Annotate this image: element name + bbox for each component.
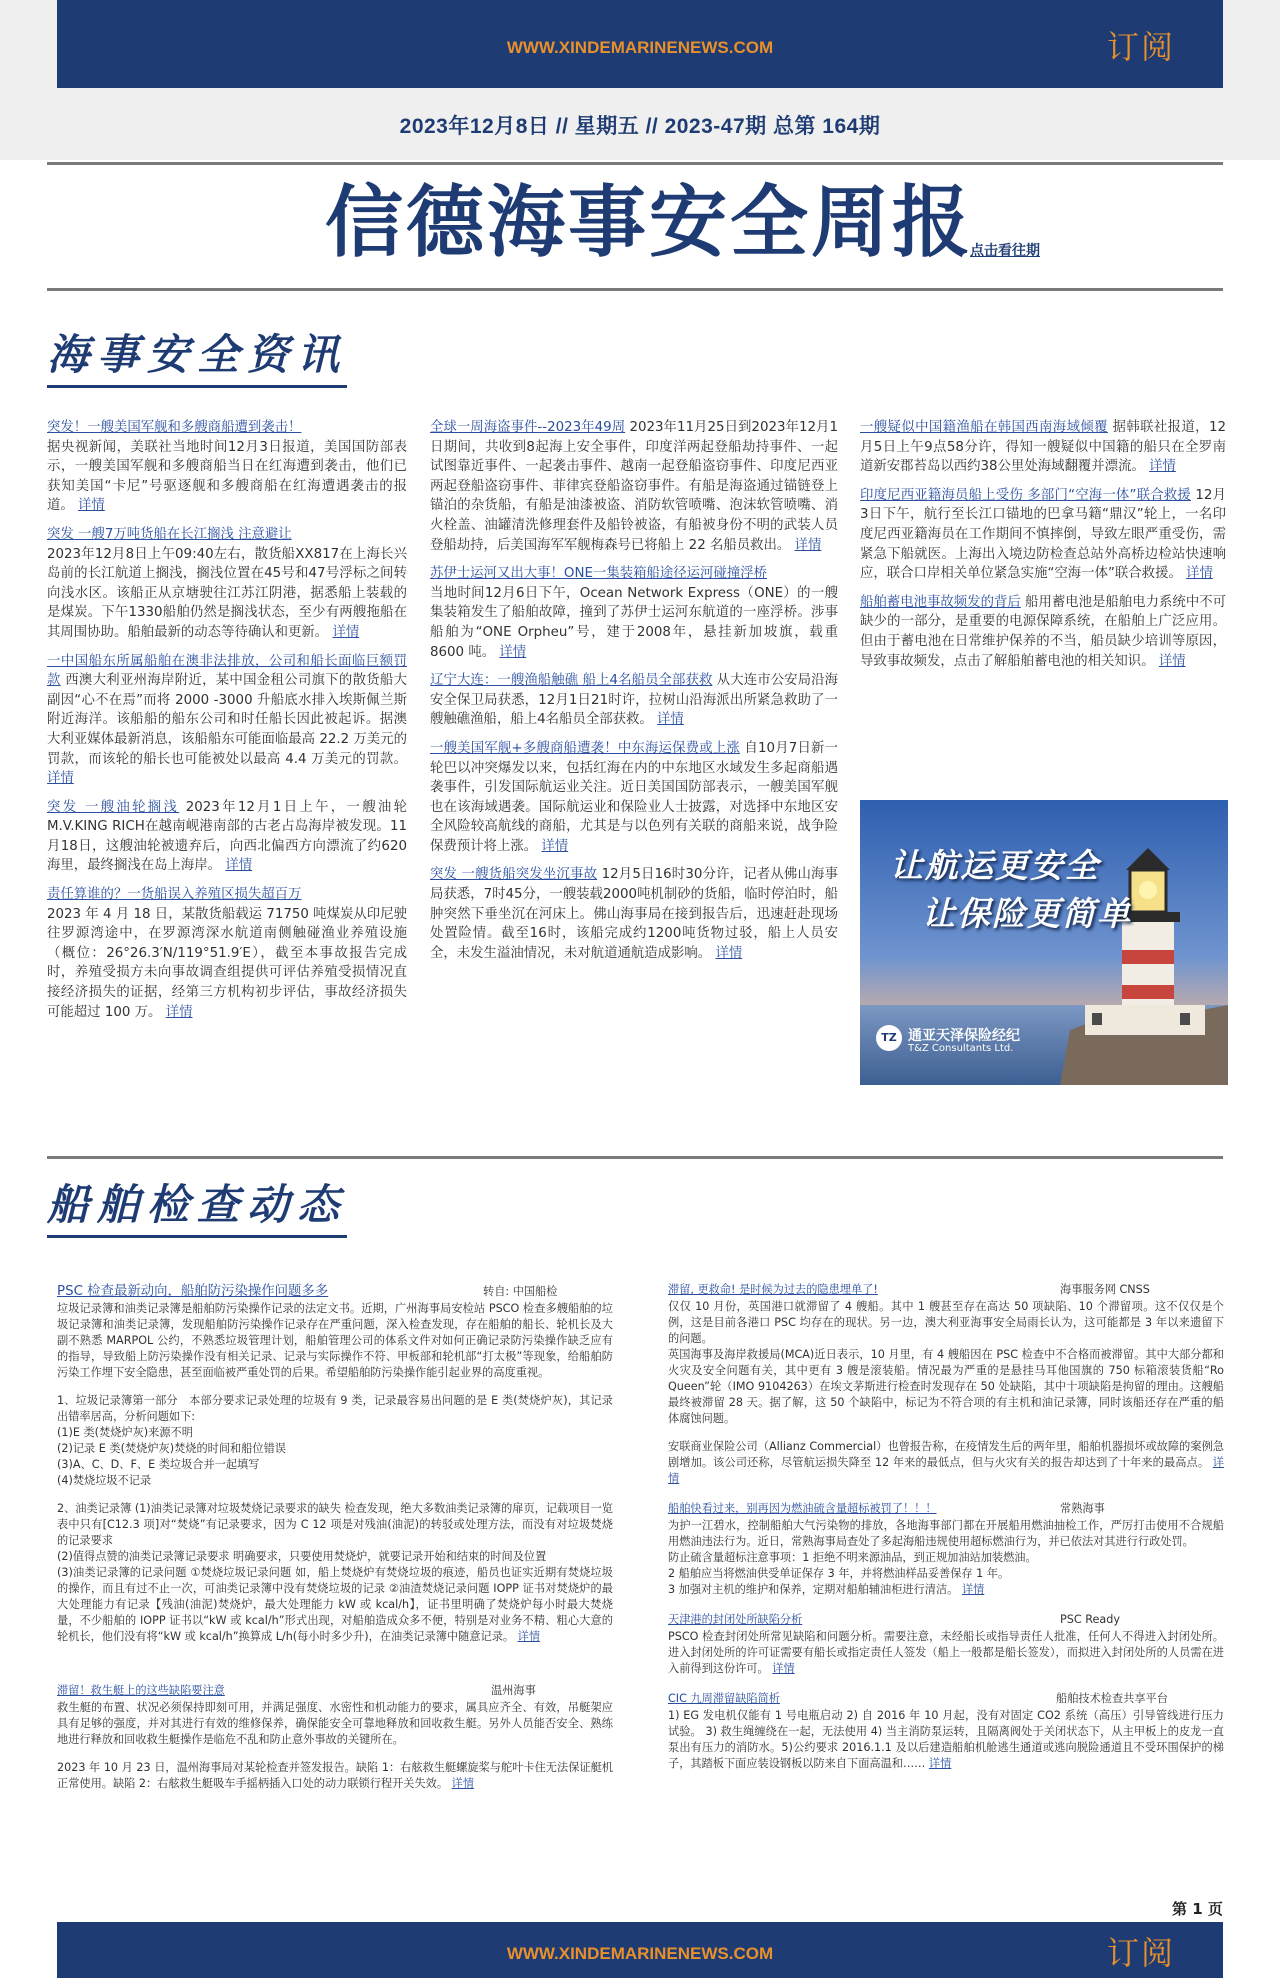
news-title-link[interactable]: 印度尼西亚籍海员船上受伤 多部门“空海一体”联合救援 — [860, 487, 1191, 503]
article-paragraph: 垃圾记录簿和油类记录簿是船舶防污染操作记录的法定文书。近期，广州海事局安检站 PSCO 检查多艘船舶的垃圾记录簿和油类记录簿，发现船舶防污染操作记录存在严重问题，深入检查发现，存在船舶的船长、轮机长及大副不熟悉 MARPOL 公约，不熟悉垃圾管理计划，船舶管理公司的体系文件对如何正确记录防污染操作缺乏应有的指导，导致船上防污染操作没有相关记录、记录与实际操作不符、甲板部和轮机部“打太极”等现象，给船舶防污染工作埋下安全隐患，甚至面临被严重处罚的后果。希望船舶防污染操作能引起业界的高度重视。 — [57, 1302, 613, 1379]
article-title-link[interactable]: CIC 九周滞留缺陷简析 — [668, 1692, 780, 1705]
news-item — [860, 418, 1226, 477]
subscribe-button[interactable]: 订阅 — [1106, 1934, 1175, 1972]
article-title-link[interactable]: 滞留, 更救命! 是时候为过去的隐患埋单了! — [668, 1283, 878, 1296]
details-link[interactable]: 详情 — [541, 838, 569, 854]
news-title-link[interactable]: 一艘疑似中国籍渔船在韩国西南海域倾覆 — [860, 420, 1108, 435]
news-item — [430, 564, 838, 662]
article-paragraph: 1) EG 发电机仅能有 1 号电瓶启动 2) 自 2016 年 10 月起，没有对固定 CO2 系统（高压）引导管线进行压力试验。 3) 救生绳缠绕在一起，无法使用 4) 当主消防泵运转，且隔离阀处于关闭状态下，从主甲板上的皮龙一直泵出有压力的消防水。5)公约要求 2016.1.1 及以后建造船舶机舱逃生通道或逃向脱险通道且不受环围保护的梯子，其踏板下面应装设钢板以防来自下面高温和…… — [668, 1709, 1224, 1770]
news-title-link[interactable]: 责任算谁的？一货船误入养殖区损失超百万 — [47, 887, 302, 903]
news-body: 西澳大利亚州海岸附近，某中国金租公司旗下的散货船大副因“心不在焉”而将 2000 -3000 升船底水排入埃斯佩兰斯附近海洋。该船船的船东公司和时任船长因此被起诉。据澳大利亚媒体最新消息，该船船东可能面临最高 22.2 万美元的罚款，而该轮的船长也可能被处以最高 4.4 万美元的罚款。 — [47, 673, 408, 767]
article-source: 转自: 中国船检 — [483, 1285, 558, 1298]
divider — [47, 1156, 1223, 1159]
section-title-safety-news — [47, 322, 347, 382]
news-column-1 — [47, 418, 407, 1031]
news-item — [430, 865, 838, 963]
article-source: 常熟海事 — [1060, 1502, 1105, 1515]
inspection-column-left — [57, 1284, 613, 1806]
inspection-article — [57, 1683, 613, 1792]
news-item — [47, 418, 407, 516]
news-title-link[interactable]: 全球一周海盗事件--2023年49周 — [430, 420, 626, 435]
news-body: 2023年12月8日上午09:40左右，散货船XX817在上海长兴岛前的长江航道上搁浅，搁浅位置在45号和47号浮标之间转向浅水区。该船正从京塘驶往江苏江阴港，据悉船上装载的是煤炭。下午1330船舶仍然是搁浅状态，至少有两艘拖船在其周围协助。船舶最新的动态等待确认和更新。 — [47, 546, 407, 640]
article-paragraph: 2023 年 10 月 23 日，温州海事局对某轮检查并签发报告。缺陷 1：右舷救生艇螺旋桨与舵叶卡住无法保证艇机正常使用。缺陷 2：右舷救生艇吸车手摇柄插入口处的动力联锁行程开关失效。 — [57, 1761, 613, 1790]
news-title-link[interactable]: 一中国船东所属船舶在澳非法排放，公司和船长面临巨额罚款 — [47, 653, 407, 689]
details-link[interactable]: 详情 — [657, 712, 684, 728]
news-body: 12月3日下午，航行至长江口锚地的巴拿马籍“鼎汉”轮上，一名印度尼西亚籍海员在工作期间不慎摔倒，导致左眼严重受伤，需紧急下船就医。上海出入境边防检查总站外高桥边检站快速响应，联合口岸相关单位紧急实施“空海一体”联合救援。 — [860, 487, 1226, 582]
news-item — [430, 418, 838, 555]
news-body: 2023年11月25日到2023年12月1日期间，共收到8起海上安全事件，印度洋两起登船劫持事件、一起试图靠近事件、一起袭击事件、越南一起登船盗窃事件、印度尼西亚两起登船盗窃事件、菲律宾登船盗窃事件。有船是海盗通过锚链登上锚泊的杂货船，有船是油漆被盗、消防软管喷嘴、泡沫软管喷嘴、消火栓盖、油罐清洗修理套件及船铃被盗，有船被身份不明的武装人员登船劫持，后美国海军军舰梅森号已将船上 22 名船员救出。 — [430, 420, 838, 553]
news-title-link[interactable]: 一艘美国军舰+多艘商船遭袭！中东海运保费或上涨 — [430, 740, 740, 756]
article-header — [57, 1683, 613, 1699]
news-body: 从大连市公安局沿海安全保卫局获悉，12月1日21时许，拉树山沿海派出所紧急救助了一艘触礁渔船，船上4名船员全部获救。 — [430, 673, 838, 728]
details-link[interactable]: 详情 — [499, 644, 527, 660]
details-link[interactable]: 详情 — [1186, 566, 1213, 582]
news-title-link[interactable]: 辽宁大连：一艘渔船触礁 船上4名船员全部获救 — [430, 673, 713, 689]
inspection-article — [668, 1501, 1224, 1598]
news-item — [860, 486, 1226, 584]
news-title-link[interactable]: 突发 一艘货船突发坐沉事故 — [430, 867, 598, 883]
article-source: 温州海事 — [491, 1684, 536, 1697]
article-header — [668, 1282, 1224, 1298]
details-link[interactable]: 详情 — [78, 498, 105, 514]
details-link[interactable]: 详情 — [928, 1757, 952, 1770]
news-title-link[interactable]: 突发 一艘7万吨货船在长江搁浅 注意避让 — [47, 526, 292, 542]
site-url-link[interactable]: WWW.XINDEMARINENEWS.COM — [506, 38, 774, 57]
section-title-text: 海事安全资讯 — [47, 330, 348, 379]
divider — [47, 162, 1223, 165]
company-name-en: T&Z Consultants Ltd. — [908, 1043, 1014, 1054]
details-link[interactable]: 详情 — [517, 1630, 541, 1643]
article-title-link[interactable]: PSC 检查最新动向，船舶防污染操作问题多多 — [57, 1284, 329, 1299]
details-link[interactable]: 详情 — [961, 1583, 985, 1596]
news-body: 2023年12月1日上午，一艘油轮M.V.KING RICH在越南岘港南部的古老占岛海岸被发现。11月18日，这艘油轮被遗弃后，向西北偏西方向漂流了约620海里，最终搁浅在岛上海岸。 — [47, 799, 407, 874]
section-underline — [47, 1235, 347, 1238]
news-title-link[interactable]: 苏伊士运河又出大事！ONE一集装箱船途径运河碰撞浮桥 — [430, 566, 767, 582]
details-link[interactable]: 详情 — [225, 858, 253, 874]
news-body: 当地时间12月6日下午，Ocean Network Express（ONE）的一艘集装箱发生了船舶故障，撞到了苏伊士运河东航道的一座浮桥。涉事船舶为“ONE Orpheu”号，建于2008年，悬挂新加坡旗，载重 8600 吨。 — [430, 585, 838, 660]
news-item — [430, 739, 838, 857]
inspection-article — [668, 1612, 1224, 1677]
article-paragraph: 1、垃圾记录簿第一部分 本部分要求记录处理的垃圾有 9 类，记录最容易出问题的是 E 类(焚烧炉灰)，其记录出错率居高，分析问题如下: (1)E 类(焚烧炉灰)来源不明 (2)记录 E 类(焚烧炉灰)焚烧的时间和船位错误 (3)A、C、D、F、E 类垃圾合并一起填写 (4)焚烧垃圾不记录 — [57, 1394, 613, 1487]
news-item — [47, 885, 407, 1022]
news-column-3 — [860, 418, 1226, 680]
page-number: 第 1 页 — [1172, 1900, 1223, 1918]
insurance-advertisement[interactable] — [860, 800, 1228, 1085]
article-header — [668, 1612, 1224, 1628]
article-header — [668, 1691, 1224, 1707]
article-source: PSC Ready — [1060, 1613, 1120, 1626]
top-banner — [57, 0, 1223, 88]
news-body: 船用蓄电池是船舶电力系统中不可缺少的一部分，是重要的电源保障系统，在船舶上广泛应用。但由于蓄电池在日常维护保养的不当，船员缺少培训等原因，导致事故频发，点击了解船舶蓄电池的相关知识。 — [860, 594, 1227, 669]
details-link[interactable]: 详情 — [715, 945, 743, 961]
news-item — [47, 652, 407, 789]
masthead-title: 信德海事安全周报 — [325, 178, 974, 268]
news-item — [47, 525, 407, 643]
article-title-link[interactable]: 滞留！救生艇上的这些缺陷要注意 — [57, 1684, 225, 1697]
details-link[interactable]: 详情 — [332, 624, 360, 640]
details-link[interactable]: 详情 — [772, 1662, 795, 1675]
company-name-cn: 通亚天泽保险经纪 — [908, 1028, 1020, 1044]
article-paragraph: 2、油类记录簿 (1)油类记录簿对垃圾焚烧记录要求的缺失 检查发现，绝大多数油类记录簿的扉页，记载项目一览表中只有[C12.3 项]对“焚烧”有记录要求，因为 C 12 项是对残油(油泥)的转驳或处理方法，而没有对垃圾焚烧的记录要求 (2)值得点赞的油类记录簿记录要求 明确要求，只要使用焚烧炉，就要记录开始和结束的时间及位置 (3)油类记录簿的记录问题 ①焚烧垃圾记录问题 如，船上焚烧炉有焚烧垃圾的痕迹，船员也证实近期有焚烧垃圾的操作，而且有过不止一次，可油类记录簿中没有焚烧垃圾的记录 ②油渣焚烧记录问题 IOPP 证书对焚烧炉的最大处理能力有记录【残油(油泥)焚烧炉，最大处理能力 kW 或 kcal/h】，证书里明确了焚烧炉每小时最大焚烧量，不少船舶的 IOPP 证书以“kW 或 kcal/h”形式出现，对船舶造成众多不便，特别是对业务不精、粗心大意的轮机长，他们没有将“kW 或 kcal/h”换算成 L/h(每小时多少升)，在油类记录簿中随意记录。 — [57, 1502, 613, 1643]
news-item — [860, 593, 1226, 671]
article-paragraph: PSCO 检查封闭处所常见缺陷和问题分析。需要注意，未经船长或指导责任人批准，任何人不得进入封闭处所。进入封闭处所的许可证需要有船长或指定责任人签发（船上一般都是船长签发），而拟进入封闭处所的人员需在进入前得到这份许可。 — [668, 1630, 1224, 1675]
news-title-link[interactable]: 突发 一艘油轮搁浅 — [47, 799, 180, 815]
site-url-link[interactable]: WWW.XINDEMARINENEWS.COM — [506, 1944, 774, 1963]
article-source: 海事服务网 CNSS — [1060, 1283, 1150, 1296]
details-link[interactable]: 详情 — [794, 537, 822, 553]
past-issues-link[interactable]: 点击看往期 — [970, 243, 1040, 259]
details-link[interactable]: 详情 — [451, 1777, 475, 1790]
article-title-link[interactable]: 天津港的封闭处所缺陷分析 — [668, 1613, 803, 1626]
news-item — [430, 671, 838, 730]
section-underline — [47, 385, 347, 388]
section-title-text: 船舶检查动态 — [47, 1180, 348, 1229]
news-body: 2023 年 4 月 18 日，某散货船载运 71750 吨煤炭从印尼驶往罗源湾途中，在罗源湾深水航道南侧触碰渔业养殖设施（概位：26°26.3′N/119°51.9′E），截至本事故报告完成时，养殖受损方未向事故调查组提供可评估养殖受损情况直接经济损失的证据，经第三方机构初步评估，事故经济损失可能超过 100 万。 — [47, 906, 407, 1020]
news-body: 自10月7日新一轮巴以冲突爆发以来，包括红海在内的中东地区水域发生多起商船遇袭事件，引发国际航运业关注。近日美国国防部表示，一艘美国军舰也在该海域遇袭。国际航运业和保险业人士披露，对选择中东地区安全风险较高航线的商船，尤其是与以色列有关联的商船来说，战争险保费预计将上涨。 — [430, 740, 838, 854]
news-column-2 — [430, 418, 838, 972]
news-title-link[interactable]: 船舶蓄电池事故频发的背后 — [860, 594, 1021, 610]
issue-date-line: 2023年12月8日 // 星期五 // 2023-47期 总第 164期 — [399, 115, 881, 138]
article-paragraph: 救生艇的布置、状况必须保持即刻可用，并满足强度、水密性和机动能力的要求，属具应齐全、有效，吊艇架应具有足够的强度，并对其进行有效的维修保养，确保能安全可靠地释放和回收救生艇。另外人员能否安全、熟练地进行释放和回收救生艇操作是临危不乱和防止意外事故的关键所在。 — [57, 1701, 613, 1746]
details-link[interactable]: 详情 — [1149, 459, 1176, 475]
details-link[interactable]: 详情 — [165, 1004, 193, 1020]
inspection-column-right — [668, 1282, 1224, 1786]
company-logo-icon: TZ — [876, 1025, 902, 1051]
article-source: 船舶技术检查共享平台 — [1056, 1692, 1168, 1705]
inspection-article — [668, 1282, 1224, 1487]
ad-slogan-1: 让航运更安全 — [890, 846, 1100, 885]
subscribe-button[interactable]: 订阅 — [1106, 28, 1175, 66]
article-paragraph: 安联商业保险公司（Allianz Commercial）也曾报告称，在疫情发生后的两年里，船舶机器损坏或故障的案例急剧增加。该公司还称，尽管航运损失降至 12 年来的最低点，但与火灾有关的报告却达到了十年来的最高点。 — [668, 1440, 1224, 1469]
bottom-banner — [57, 1922, 1223, 1978]
inspection-article — [57, 1284, 613, 1645]
article-header — [668, 1501, 1224, 1517]
inspection-article — [668, 1691, 1224, 1772]
news-body: 据韩联社报道，12月5日上午9点58分许，得知一艘疑似中国籍的船只在全罗南道新安郡苔岛以西约38公里处海域翻覆并漂流。 — [860, 420, 1226, 475]
details-link[interactable]: 详情 — [668, 1456, 1224, 1485]
news-item — [47, 798, 407, 876]
news-body: 据央视新闻，美联社当地时间12月3日报道，美国国防部表示，一艘美国军舰和多艘商船当日在红海遭到袭击，他们已获知美国“卡尼”号驱逐舰和多艘商船在红海遭遇袭击的报道。 — [47, 439, 407, 514]
news-title-link[interactable]: 突发！一艘美国军舰和多艘商船遭到袭击！ — [47, 420, 302, 435]
article-paragraph: 仅仅 10 月份，英国港口就滞留了 4 艘船。其中 1 艘甚至存在高达 50 项缺陷、10 个滞留项。这不仅仅是个例，这是目前各港口 PSC 均存在的现状。另一边，澳大利亚海事安全局雨长认为，这可能都是 3 年以来遗留下的问题。 英国海事及海岸救援局(MCA)近日表示，10 月里，有 4 艘船因在 PSC 检查中不合格而被滞留。其中大部分都和火灾及安全问题有关，其中更有 3 艘是滚装船。情况最为严重的是悬挂马耳他国旗的 750 标箱滚装货船“Ro Queen”轮（IMO 9104263）在埃文茅斯进行检查时发现存在 50 处缺陷，其中十项缺陷是拘留的理由。这艘船最终被滞留 28 天。据了解，这 50 个缺陷中，标记为不符合项的有主机和油记录簿，同时该船还存在严重的船体腐蚀问题。 — [668, 1300, 1224, 1425]
news-body: 12月5日16时30分许，记者从佛山海事局获悉，7时45分，一艘装载2000吨机制砂的货船，临时停泊时，船肿突然下垂坐沉在河床上。佛山海事局在接到报告后，迅速赶赴现场处置险情。截至16时，该船完成约1200吨货物过驳，船上人员安全，未发生溢油情况，未对航道通航造成影响。 — [430, 867, 838, 961]
divider — [47, 288, 1223, 291]
article-title-link[interactable]: 船舶快看过来，别再因为燃油硫含量超标被罚了！！！ — [668, 1502, 937, 1515]
details-link[interactable]: 详情 — [1158, 653, 1186, 669]
article-header — [57, 1284, 613, 1300]
section-title-inspection — [47, 1172, 347, 1232]
details-link[interactable]: 详情 — [47, 771, 74, 787]
ad-slogan-2: 让保险更简单 — [922, 894, 1132, 933]
article-paragraph: 为护一江碧水，控制船舶大气污染物的排放，各地海事部门都在开展船用燃油抽检工作，严厉打击使用不合规船用燃油违法行为。近日，常熟海事局查处了多起海船违规使用超标燃油行为，并已依法对其进行行政处罚。 防止硫含量超标注意事项：1 拒绝不明来源油品，到正规加油站加装燃油。 2 船舶应当将燃油供受单证保存 3 年，并将燃油样品妥善保存 1 年。 3 加强对主机的维护和保养，定期对船舶辅油柜进行清洁。 — [668, 1519, 1224, 1596]
